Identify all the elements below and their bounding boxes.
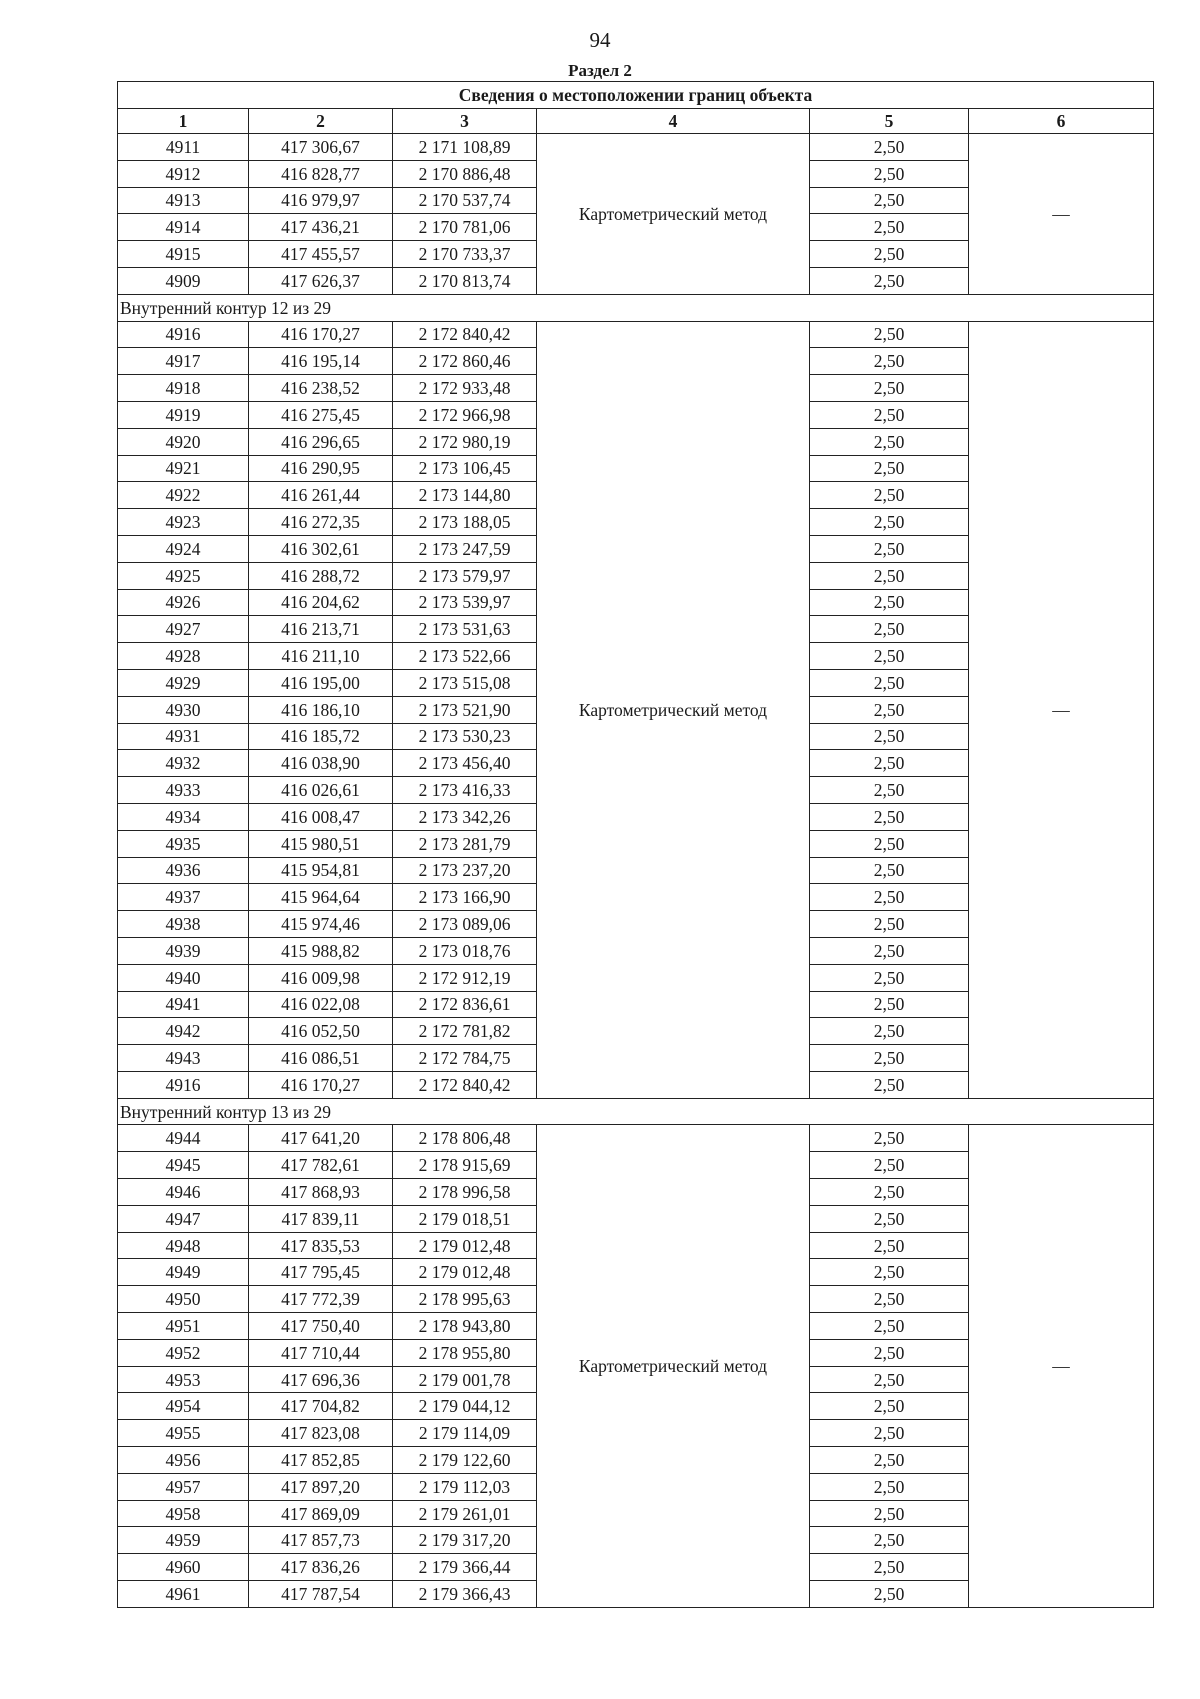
accuracy-cell: 2,50 xyxy=(810,991,969,1018)
x-coordinate-cell: 417 852,85 xyxy=(249,1447,393,1474)
accuracy-cell: 2,50 xyxy=(810,134,969,161)
accuracy-cell: 2,50 xyxy=(810,1527,969,1554)
y-coordinate-cell: 2 179 366,44 xyxy=(393,1554,537,1581)
point-number-cell: 4961 xyxy=(118,1581,249,1608)
y-coordinate-cell: 2 170 813,74 xyxy=(393,267,537,294)
x-coordinate-cell: 416 022,08 xyxy=(249,991,393,1018)
y-coordinate-cell: 2 173 521,90 xyxy=(393,696,537,723)
point-number-cell: 4955 xyxy=(118,1420,249,1447)
x-coordinate-cell: 416 238,52 xyxy=(249,375,393,402)
table-caption: Сведения о местоположении границ объекта xyxy=(118,82,1154,109)
x-coordinate-cell: 416 038,90 xyxy=(249,750,393,777)
accuracy-cell: 2,50 xyxy=(810,267,969,294)
accuracy-cell: 2,50 xyxy=(810,1259,969,1286)
point-number-cell: 4924 xyxy=(118,535,249,562)
y-coordinate-cell: 2 173 166,90 xyxy=(393,884,537,911)
x-coordinate-cell: 416 204,62 xyxy=(249,589,393,616)
page-number: 94 xyxy=(589,28,611,52)
y-coordinate-cell: 2 179 018,51 xyxy=(393,1205,537,1232)
y-coordinate-cell: 2 178 996,58 xyxy=(393,1179,537,1206)
point-number-cell: 4946 xyxy=(118,1179,249,1206)
y-coordinate-cell: 2 173 089,06 xyxy=(393,911,537,938)
point-number-cell: 4945 xyxy=(118,1152,249,1179)
point-number-cell: 4949 xyxy=(118,1259,249,1286)
accuracy-cell: 2,50 xyxy=(810,830,969,857)
column-header-3: 3 xyxy=(393,109,537,134)
y-coordinate-cell: 2 173 539,97 xyxy=(393,589,537,616)
x-coordinate-cell: 416 296,65 xyxy=(249,428,393,455)
accuracy-cell: 2,50 xyxy=(810,1205,969,1232)
y-coordinate-cell: 2 179 012,48 xyxy=(393,1259,537,1286)
x-coordinate-cell: 416 302,61 xyxy=(249,535,393,562)
y-coordinate-cell: 2 173 522,66 xyxy=(393,643,537,670)
y-coordinate-cell: 2 178 955,80 xyxy=(393,1339,537,1366)
accuracy-cell: 2,50 xyxy=(810,1071,969,1098)
accuracy-cell: 2,50 xyxy=(810,884,969,911)
point-number-cell: 4925 xyxy=(118,562,249,589)
point-number-cell: 4913 xyxy=(118,187,249,214)
table-row xyxy=(118,1125,1154,1152)
point-number-cell: 4940 xyxy=(118,964,249,991)
x-coordinate-cell: 415 980,51 xyxy=(249,830,393,857)
accuracy-cell: 2,50 xyxy=(810,1447,969,1474)
accuracy-cell: 2,50 xyxy=(810,1125,969,1152)
accuracy-cell: 2,50 xyxy=(810,1554,969,1581)
note-cell: — xyxy=(969,1125,1154,1607)
x-coordinate-cell: 416 185,72 xyxy=(249,723,393,750)
y-coordinate-cell: 2 172 784,75 xyxy=(393,1045,537,1072)
accuracy-cell: 2,50 xyxy=(810,616,969,643)
point-number-cell: 4920 xyxy=(118,428,249,455)
x-coordinate-cell: 416 086,51 xyxy=(249,1045,393,1072)
accuracy-cell: 2,50 xyxy=(810,1045,969,1072)
y-coordinate-cell: 2 179 317,20 xyxy=(393,1527,537,1554)
x-coordinate-cell: 416 026,61 xyxy=(249,777,393,804)
point-number-cell: 4950 xyxy=(118,1286,249,1313)
x-coordinate-cell: 417 696,36 xyxy=(249,1366,393,1393)
y-coordinate-cell: 2 179 044,12 xyxy=(393,1393,537,1420)
y-coordinate-cell: 2 179 366,43 xyxy=(393,1581,537,1608)
accuracy-cell: 2,50 xyxy=(810,509,969,536)
x-coordinate-cell: 415 974,46 xyxy=(249,911,393,938)
y-coordinate-cell: 2 172 840,42 xyxy=(393,1071,537,1098)
point-number-cell: 4912 xyxy=(118,160,249,187)
accuracy-cell: 2,50 xyxy=(810,1018,969,1045)
x-coordinate-cell: 417 823,08 xyxy=(249,1420,393,1447)
contour-title-row xyxy=(118,1098,1154,1125)
point-number-cell: 4916 xyxy=(118,1071,249,1098)
y-coordinate-cell: 2 179 114,09 xyxy=(393,1420,537,1447)
y-coordinate-cell: 2 173 456,40 xyxy=(393,750,537,777)
accuracy-cell: 2,50 xyxy=(810,375,969,402)
point-number-cell: 4942 xyxy=(118,1018,249,1045)
x-coordinate-cell: 417 306,67 xyxy=(249,134,393,161)
y-coordinate-cell: 2 179 012,48 xyxy=(393,1232,537,1259)
accuracy-cell: 2,50 xyxy=(810,1179,969,1206)
y-coordinate-cell: 2 173 579,97 xyxy=(393,562,537,589)
accuracy-cell: 2,50 xyxy=(810,589,969,616)
accuracy-cell: 2,50 xyxy=(810,241,969,268)
point-number-cell: 4911 xyxy=(118,134,249,161)
x-coordinate-cell: 417 750,40 xyxy=(249,1313,393,1340)
x-coordinate-cell: 415 964,64 xyxy=(249,884,393,911)
y-coordinate-cell: 2 170 781,06 xyxy=(393,214,537,241)
point-number-cell: 4935 xyxy=(118,830,249,857)
point-number-cell: 4923 xyxy=(118,509,249,536)
accuracy-cell: 2,50 xyxy=(810,348,969,375)
x-coordinate-cell: 417 641,20 xyxy=(249,1125,393,1152)
x-coordinate-cell: 417 710,44 xyxy=(249,1339,393,1366)
point-number-cell: 4917 xyxy=(118,348,249,375)
accuracy-cell: 2,50 xyxy=(810,482,969,509)
x-coordinate-cell: 417 857,73 xyxy=(249,1527,393,1554)
x-coordinate-cell: 417 772,39 xyxy=(249,1286,393,1313)
accuracy-cell: 2,50 xyxy=(810,669,969,696)
accuracy-cell: 2,50 xyxy=(810,428,969,455)
x-coordinate-cell: 416 213,71 xyxy=(249,616,393,643)
point-number-cell: 4960 xyxy=(118,1554,249,1581)
accuracy-cell: 2,50 xyxy=(810,857,969,884)
accuracy-cell: 2,50 xyxy=(810,643,969,670)
point-number-cell: 4918 xyxy=(118,375,249,402)
column-header-4: 4 xyxy=(537,109,810,134)
x-coordinate-cell: 417 835,53 xyxy=(249,1232,393,1259)
x-coordinate-cell: 416 052,50 xyxy=(249,1018,393,1045)
x-coordinate-cell: 417 868,93 xyxy=(249,1179,393,1206)
point-number-cell: 4936 xyxy=(118,857,249,884)
y-coordinate-cell: 2 173 188,05 xyxy=(393,509,537,536)
table-row xyxy=(118,134,1154,161)
note-cell: — xyxy=(969,134,1154,295)
point-number-cell: 4941 xyxy=(118,991,249,1018)
y-coordinate-cell: 2 170 537,74 xyxy=(393,187,537,214)
x-coordinate-cell: 417 782,61 xyxy=(249,1152,393,1179)
contour-title: Внутренний контур 12 из 29 xyxy=(118,294,1154,321)
point-number-cell: 4909 xyxy=(118,267,249,294)
y-coordinate-cell: 2 173 237,20 xyxy=(393,857,537,884)
accuracy-cell: 2,50 xyxy=(810,1420,969,1447)
point-number-cell: 4951 xyxy=(118,1313,249,1340)
point-number-cell: 4939 xyxy=(118,937,249,964)
section-title: Раздел 2 xyxy=(568,61,632,80)
point-number-cell: 4953 xyxy=(118,1366,249,1393)
point-number-cell: 4915 xyxy=(118,241,249,268)
table-body xyxy=(118,134,1154,1608)
y-coordinate-cell: 2 173 247,59 xyxy=(393,535,537,562)
point-number-cell: 4926 xyxy=(118,589,249,616)
point-number-cell: 4931 xyxy=(118,723,249,750)
point-number-cell: 4943 xyxy=(118,1045,249,1072)
x-coordinate-cell: 416 290,95 xyxy=(249,455,393,482)
y-coordinate-cell: 2 178 943,80 xyxy=(393,1313,537,1340)
accuracy-cell: 2,50 xyxy=(810,1581,969,1608)
x-coordinate-cell: 415 954,81 xyxy=(249,857,393,884)
point-number-cell: 4937 xyxy=(118,884,249,911)
point-number-cell: 4934 xyxy=(118,803,249,830)
x-coordinate-cell: 417 869,09 xyxy=(249,1500,393,1527)
accuracy-cell: 2,50 xyxy=(810,1152,969,1179)
point-number-cell: 4947 xyxy=(118,1205,249,1232)
y-coordinate-cell: 2 179 001,78 xyxy=(393,1366,537,1393)
accuracy-cell: 2,50 xyxy=(810,1393,969,1420)
method-cell: Картометрический метод xyxy=(537,321,810,1098)
method-cell: Картометрический метод xyxy=(537,1125,810,1607)
note-cell: — xyxy=(969,321,1154,1098)
y-coordinate-cell: 2 173 531,63 xyxy=(393,616,537,643)
y-coordinate-cell: 2 179 261,01 xyxy=(393,1500,537,1527)
y-coordinate-cell: 2 172 912,19 xyxy=(393,964,537,991)
point-number-cell: 4954 xyxy=(118,1393,249,1420)
x-coordinate-cell: 416 186,10 xyxy=(249,696,393,723)
point-number-cell: 4959 xyxy=(118,1527,249,1554)
x-coordinate-cell: 417 704,82 xyxy=(249,1393,393,1420)
accuracy-cell: 2,50 xyxy=(810,401,969,428)
accuracy-cell: 2,50 xyxy=(810,535,969,562)
column-header-2: 2 xyxy=(249,109,393,134)
x-coordinate-cell: 417 787,54 xyxy=(249,1581,393,1608)
accuracy-cell: 2,50 xyxy=(810,321,969,348)
y-coordinate-cell: 2 172 980,19 xyxy=(393,428,537,455)
x-coordinate-cell: 416 828,77 xyxy=(249,160,393,187)
x-coordinate-cell: 416 211,10 xyxy=(249,643,393,670)
y-coordinate-cell: 2 173 106,45 xyxy=(393,455,537,482)
x-coordinate-cell: 416 288,72 xyxy=(249,562,393,589)
accuracy-cell: 2,50 xyxy=(810,696,969,723)
point-number-cell: 4933 xyxy=(118,777,249,804)
accuracy-cell: 2,50 xyxy=(810,562,969,589)
x-coordinate-cell: 417 795,45 xyxy=(249,1259,393,1286)
point-number-cell: 4914 xyxy=(118,214,249,241)
y-coordinate-cell: 2 172 781,82 xyxy=(393,1018,537,1045)
accuracy-cell: 2,50 xyxy=(810,1339,969,1366)
y-coordinate-cell: 2 172 836,61 xyxy=(393,991,537,1018)
y-coordinate-cell: 2 173 416,33 xyxy=(393,777,537,804)
y-coordinate-cell: 2 172 860,46 xyxy=(393,348,537,375)
point-number-cell: 4916 xyxy=(118,321,249,348)
y-coordinate-cell: 2 179 112,03 xyxy=(393,1473,537,1500)
y-coordinate-cell: 2 171 108,89 xyxy=(393,134,537,161)
y-coordinate-cell: 2 179 122,60 xyxy=(393,1447,537,1474)
point-number-cell: 4930 xyxy=(118,696,249,723)
y-coordinate-cell: 2 178 806,48 xyxy=(393,1125,537,1152)
accuracy-cell: 2,50 xyxy=(810,1286,969,1313)
x-coordinate-cell: 416 275,45 xyxy=(249,401,393,428)
boundary-coordinates-table xyxy=(117,81,1154,1608)
table-row xyxy=(118,321,1154,348)
point-number-cell: 4956 xyxy=(118,1447,249,1474)
x-coordinate-cell: 417 836,26 xyxy=(249,1554,393,1581)
point-number-cell: 4921 xyxy=(118,455,249,482)
accuracy-cell: 2,50 xyxy=(810,937,969,964)
accuracy-cell: 2,50 xyxy=(810,777,969,804)
x-coordinate-cell: 416 009,98 xyxy=(249,964,393,991)
point-number-cell: 4929 xyxy=(118,669,249,696)
x-coordinate-cell: 417 455,57 xyxy=(249,241,393,268)
column-header-5: 5 xyxy=(810,109,969,134)
y-coordinate-cell: 2 172 966,98 xyxy=(393,401,537,428)
y-coordinate-cell: 2 178 995,63 xyxy=(393,1286,537,1313)
y-coordinate-cell: 2 170 733,37 xyxy=(393,241,537,268)
point-number-cell: 4952 xyxy=(118,1339,249,1366)
point-number-cell: 4922 xyxy=(118,482,249,509)
accuracy-cell: 2,50 xyxy=(810,160,969,187)
accuracy-cell: 2,50 xyxy=(810,1366,969,1393)
column-header-6: 6 xyxy=(969,109,1154,134)
x-coordinate-cell: 416 261,44 xyxy=(249,482,393,509)
y-coordinate-cell: 2 178 915,69 xyxy=(393,1152,537,1179)
x-coordinate-cell: 416 272,35 xyxy=(249,509,393,536)
accuracy-cell: 2,50 xyxy=(810,1500,969,1527)
accuracy-cell: 2,50 xyxy=(810,187,969,214)
x-coordinate-cell: 416 170,27 xyxy=(249,1071,393,1098)
y-coordinate-cell: 2 172 840,42 xyxy=(393,321,537,348)
x-coordinate-cell: 416 979,97 xyxy=(249,187,393,214)
x-coordinate-cell: 417 839,11 xyxy=(249,1205,393,1232)
y-coordinate-cell: 2 173 515,08 xyxy=(393,669,537,696)
accuracy-cell: 2,50 xyxy=(810,911,969,938)
point-number-cell: 4927 xyxy=(118,616,249,643)
point-number-cell: 4938 xyxy=(118,911,249,938)
y-coordinate-cell: 2 170 886,48 xyxy=(393,160,537,187)
y-coordinate-cell: 2 173 342,26 xyxy=(393,803,537,830)
accuracy-cell: 2,50 xyxy=(810,1473,969,1500)
y-coordinate-cell: 2 173 530,23 xyxy=(393,723,537,750)
accuracy-cell: 2,50 xyxy=(810,214,969,241)
y-coordinate-cell: 2 173 281,79 xyxy=(393,830,537,857)
y-coordinate-cell: 2 173 144,80 xyxy=(393,482,537,509)
point-number-cell: 4944 xyxy=(118,1125,249,1152)
accuracy-cell: 2,50 xyxy=(810,1232,969,1259)
point-number-cell: 4948 xyxy=(118,1232,249,1259)
x-coordinate-cell: 417 436,21 xyxy=(249,214,393,241)
accuracy-cell: 2,50 xyxy=(810,723,969,750)
point-number-cell: 4957 xyxy=(118,1473,249,1500)
contour-title: Внутренний контур 13 из 29 xyxy=(118,1098,1154,1125)
x-coordinate-cell: 415 988,82 xyxy=(249,937,393,964)
accuracy-cell: 2,50 xyxy=(810,455,969,482)
x-coordinate-cell: 416 195,00 xyxy=(249,669,393,696)
y-coordinate-cell: 2 172 933,48 xyxy=(393,375,537,402)
x-coordinate-cell: 416 195,14 xyxy=(249,348,393,375)
accuracy-cell: 2,50 xyxy=(810,1313,969,1340)
method-cell: Картометрический метод xyxy=(537,134,810,295)
point-number-cell: 4919 xyxy=(118,401,249,428)
column-header-1: 1 xyxy=(118,109,249,134)
x-coordinate-cell: 416 170,27 xyxy=(249,321,393,348)
contour-title-row xyxy=(118,294,1154,321)
y-coordinate-cell: 2 173 018,76 xyxy=(393,937,537,964)
accuracy-cell: 2,50 xyxy=(810,964,969,991)
accuracy-cell: 2,50 xyxy=(810,803,969,830)
x-coordinate-cell: 417 626,37 xyxy=(249,267,393,294)
point-number-cell: 4928 xyxy=(118,643,249,670)
point-number-cell: 4958 xyxy=(118,1500,249,1527)
x-coordinate-cell: 416 008,47 xyxy=(249,803,393,830)
x-coordinate-cell: 417 897,20 xyxy=(249,1473,393,1500)
point-number-cell: 4932 xyxy=(118,750,249,777)
accuracy-cell: 2,50 xyxy=(810,750,969,777)
